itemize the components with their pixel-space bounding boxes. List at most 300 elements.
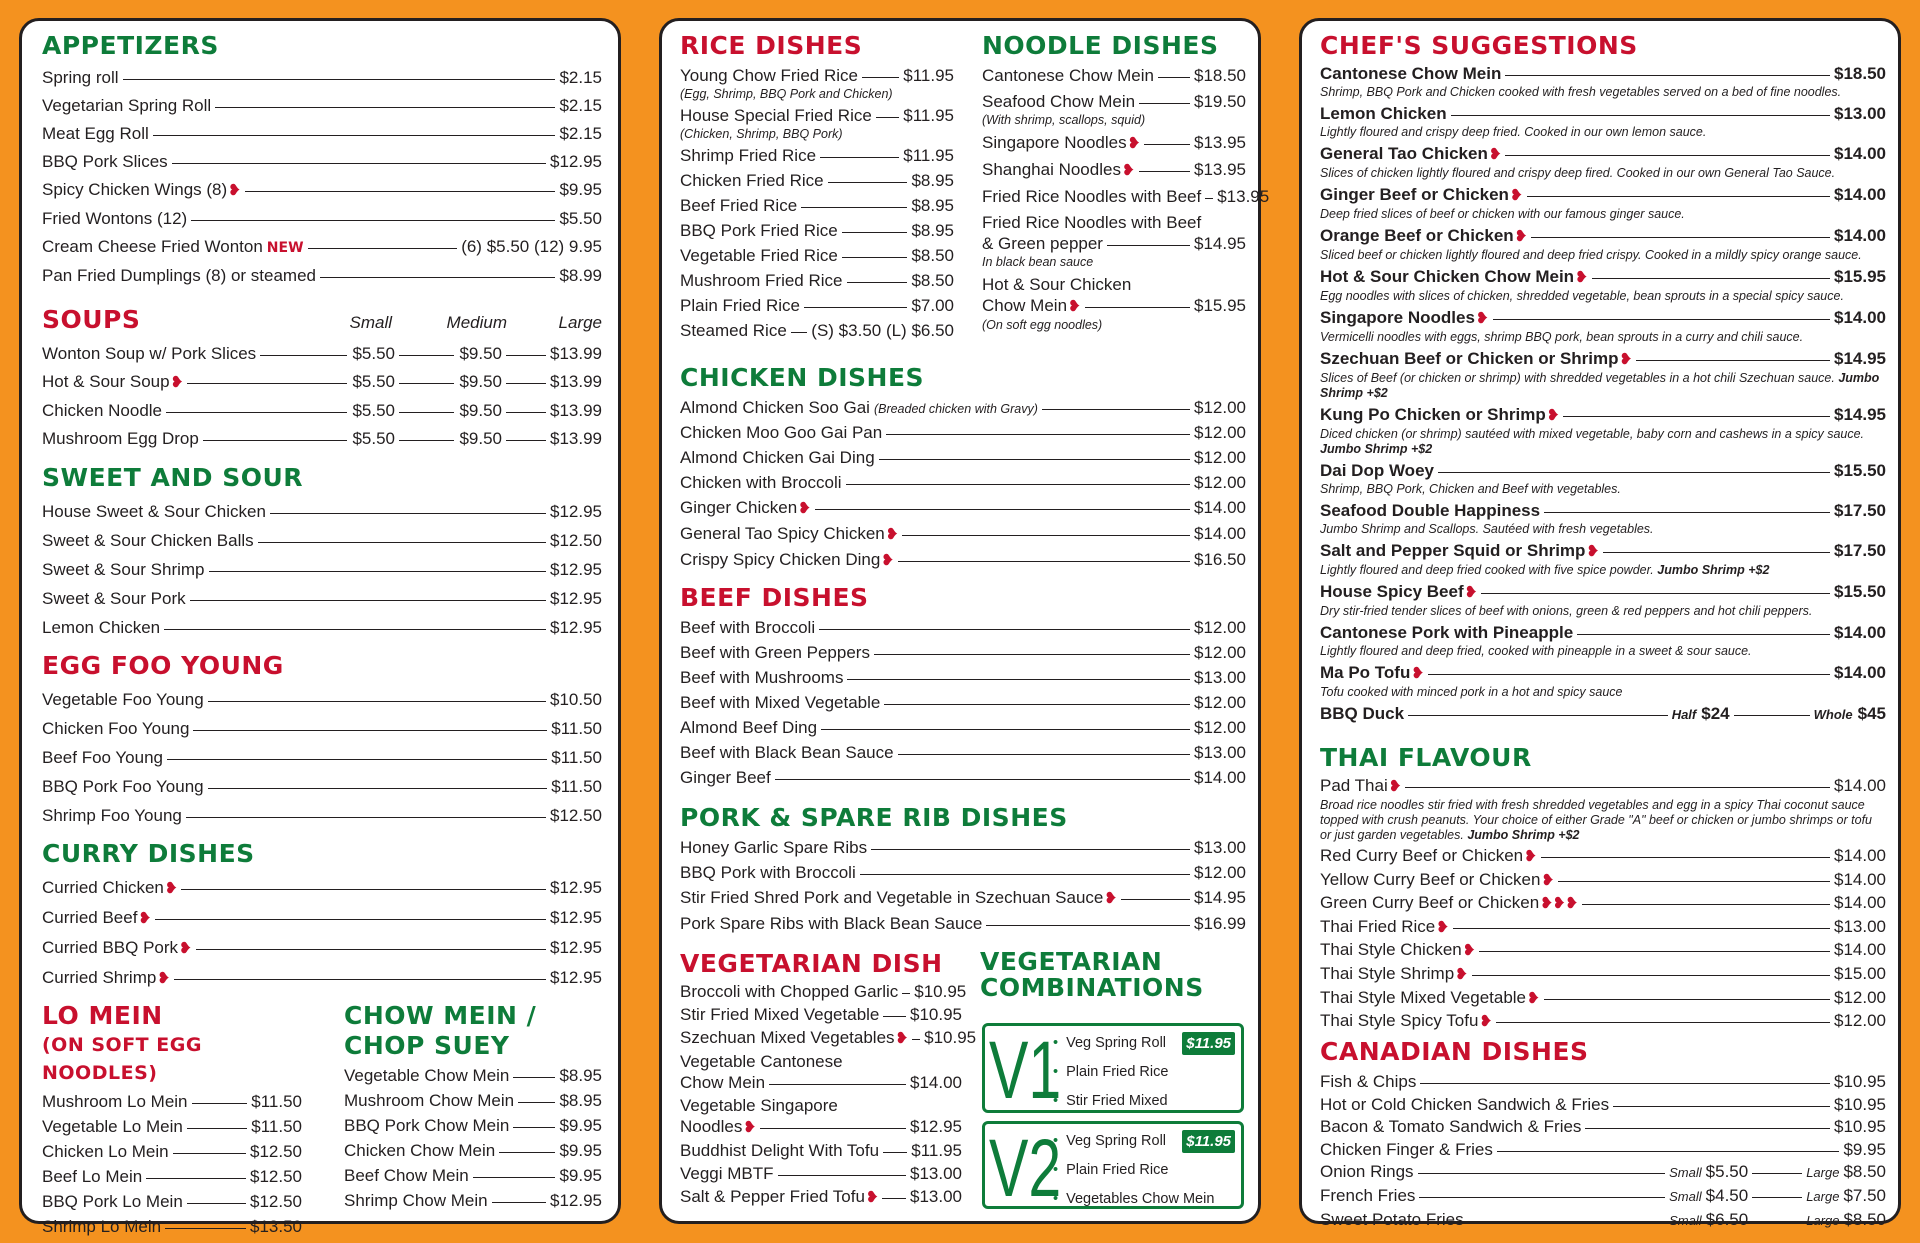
menu-item: [680, 105, 954, 127]
menu-item-price: $12.50: [550, 531, 602, 550]
menu-item-name: Shrimp Lo Mein: [42, 1217, 162, 1236]
chefs-list: [1320, 63, 1886, 700]
menu-item-price: $10.95: [910, 1005, 962, 1024]
lo-mein-subtitle: (ON SOFT EGG NOODLES): [42, 1034, 202, 1084]
menu-item-price: $14.00: [1834, 623, 1886, 642]
leader-dots: [399, 355, 454, 356]
leader-dots: [187, 1128, 247, 1129]
leader-dots: [518, 1102, 555, 1103]
leader-dots: [884, 704, 1190, 705]
leader-dots: [165, 1228, 246, 1229]
menu-item-name: Fish & Chips: [1320, 1072, 1417, 1091]
leader-dots: [898, 754, 1190, 755]
menu-item: [680, 65, 954, 87]
menu-item-name: Fried Rice Noodles with Beef: [982, 213, 1202, 232]
menu-item-price: $8.95: [911, 221, 954, 240]
price-small: $5.50: [352, 401, 395, 420]
menu-item-price: $11.95: [903, 66, 954, 85]
leader-dots: [1585, 1128, 1830, 1129]
menu-item: [1320, 103, 1886, 125]
leader-dots: [153, 135, 556, 136]
menu-item-name: Bacon & Tomato Sandwich & Fries: [1320, 1117, 1582, 1137]
chili-icon: ❥: [1455, 965, 1468, 983]
menu-item: [680, 1072, 962, 1094]
leader-dots: [804, 307, 907, 308]
menu-item-price: $12.00: [1194, 618, 1246, 637]
menu-item-note: [1320, 427, 1886, 457]
menu-item: [1320, 348, 1886, 371]
menu-item-price: $12.00: [1834, 987, 1886, 1007]
leader-dots: [1582, 904, 1830, 905]
menu-item-price: $8.95: [559, 1091, 602, 1110]
leader-dots: [902, 535, 1190, 536]
menu-item-name: Mushroom Chow Mein: [344, 1091, 515, 1110]
chicken-title: CHICKEN DISHES: [680, 363, 925, 392]
leader-dots: [1472, 975, 1830, 976]
price-small: $5.50: [352, 372, 395, 391]
menu-item-name: Shrimp Fried Rice: [680, 146, 817, 165]
leader-dots: [847, 282, 908, 283]
menu-item-name: Shrimp Foo Young: [42, 806, 182, 825]
leader-dots: [1121, 899, 1190, 900]
leader-dots: [842, 257, 908, 258]
menu-item-price: $2.15: [559, 124, 602, 143]
menu-item-price: $5.50: [559, 209, 602, 228]
menu-item-name: Kung Po Chicken or Shrimp: [1320, 405, 1546, 424]
leader-dots: [1205, 198, 1213, 199]
menu-item-name: House Sweet & Sour Chicken: [42, 502, 266, 521]
menu-item-name: Orange Beef or Chicken: [1320, 226, 1514, 245]
leader-dots: [862, 77, 899, 78]
pad-thai-name: Pad Thai: [1320, 776, 1388, 795]
menu-item-note: [1320, 685, 1886, 700]
menu-item-name: Young Chow Fried Rice: [680, 66, 858, 85]
chili-icon: ❥: [1068, 298, 1081, 315]
leader-dots: [883, 1016, 906, 1017]
note-bold: Jumbo Shrimp +$2: [1657, 563, 1770, 577]
menu-item-price: $8.99: [559, 266, 602, 285]
note-text: Sliced beef or chicken lightly floured and deep fried crispy. Cooked in a mildly spicy orange sauce.: [1320, 248, 1862, 262]
beef-list: [680, 617, 1246, 792]
menu-item-name: BBQ Pork Chow Mein: [344, 1116, 510, 1135]
menu-item-name: Beef with Black Bean Sauce: [680, 743, 894, 762]
menu-item-name: Chicken Chow Mein: [344, 1141, 496, 1160]
bbq-duck-whole-label: Whole: [1813, 707, 1853, 722]
vegetarian-section: [680, 949, 977, 1210]
menu-item-price: $13.00: [1194, 668, 1246, 687]
menu-item: [982, 233, 1246, 255]
leader-dots: [1505, 75, 1830, 76]
chili-icon: ❥: [228, 182, 241, 199]
leader-dots: [1496, 1022, 1830, 1023]
leader-dots: [1544, 999, 1830, 1000]
menu-item: [1320, 845, 1886, 869]
menu-item-name: Vegetable Foo Young: [42, 690, 204, 709]
chefs-section: [1320, 31, 1886, 726]
menu-item-price: $12.50: [550, 806, 602, 825]
menu-item-price: $12.00: [1834, 1011, 1886, 1031]
appetizers-title: APPETIZERS: [42, 31, 219, 60]
menu-item: [1320, 404, 1886, 427]
menu-item-name: Chicken Finger & Fries: [1320, 1139, 1493, 1159]
leader-dots: [902, 993, 910, 994]
leader-dots: [1042, 409, 1190, 410]
menu-item: [680, 170, 954, 192]
menu-item-price: $14.00: [1834, 940, 1886, 960]
menu-item: [1320, 307, 1886, 330]
combo-v2-code: V2: [989, 1123, 1062, 1214]
menu-item: [42, 617, 602, 639]
leader-dots: [506, 412, 546, 413]
menu-item: [680, 472, 1246, 494]
bbq-duck-half-label: Half: [1671, 707, 1697, 722]
leader-dots: [1479, 951, 1830, 952]
leader-dots: [1563, 416, 1830, 417]
menu-item-price: $12.95: [550, 878, 602, 897]
combo-v1-code: V1: [989, 1025, 1062, 1116]
menu-item: [1320, 460, 1886, 482]
menu-item: [344, 1140, 602, 1162]
bbq-duck-half-price: $24: [1701, 704, 1730, 723]
chili-icon: ❥: [1575, 269, 1588, 286]
note-text: (Egg, Shrimp, BBQ Pork and Chicken): [680, 87, 893, 101]
menu-item-name: Cream Cheese Fried Wonton: [42, 237, 263, 256]
large-label: Large: [1806, 1165, 1840, 1181]
menu-item-name: Thai Style Chicken: [1320, 940, 1462, 960]
leader-dots: [1453, 928, 1830, 929]
menu-item: [42, 805, 602, 827]
leader-dots: [821, 729, 1190, 730]
leader-dots: [1428, 674, 1830, 675]
menu-item: [680, 320, 954, 342]
chili-icon: ❥: [1121, 162, 1135, 179]
menu-item-price: $12.50: [250, 1192, 302, 1211]
leader-dots: [399, 383, 454, 384]
leader-dots: [1420, 1083, 1830, 1084]
menu-item-name: Sweet & Sour Shrimp: [42, 560, 205, 579]
leader-dots: [760, 1128, 906, 1129]
menu-item: [1320, 662, 1886, 685]
leader-dots: [155, 919, 546, 920]
menu-item: [1320, 916, 1886, 940]
menu-item-name: Mushroom Lo Mein: [42, 1092, 188, 1111]
menu-item-name: Fried Rice Noodles with Beef: [982, 187, 1202, 206]
menu-item-name: Almond Beef Ding: [680, 718, 818, 737]
menu-item-name: Beef Chow Mein: [344, 1166, 469, 1185]
chili-icon: ❥: [1464, 584, 1478, 601]
appetizers-list: [42, 67, 602, 293]
menu-item-price: $11.95: [903, 146, 954, 165]
leader-dots: [187, 383, 347, 384]
menu-item-name: Wonton Soup w/ Pork Slices: [42, 344, 257, 363]
menu-item-price: $11.50: [251, 1117, 302, 1136]
chow-mein-section: [344, 1001, 602, 1215]
lo-mein-title: LO MEIN: [42, 1001, 163, 1030]
menu-item-name: Cantonese Chow Mein: [1320, 64, 1502, 83]
chili-icon: ❥: [1462, 942, 1476, 960]
menu-item-price: $13.00: [1194, 838, 1246, 857]
leader-dots: [308, 248, 458, 249]
noodle-title: NOODLE DISHES: [982, 31, 1219, 60]
leader-dots: [801, 207, 907, 208]
menu-item: [680, 549, 1246, 572]
menu-item-name: Meat Egg Roll: [42, 124, 149, 143]
leader-dots: [820, 157, 899, 158]
menu-item-price: $18.50: [1194, 66, 1246, 85]
menu-item-name: Szechuan Mixed Vegetables: [680, 1028, 895, 1047]
menu-item: [680, 617, 1246, 639]
menu-item: [680, 667, 1246, 689]
bbq-duck-whole-price: $45: [1857, 704, 1886, 723]
leader-dots: [860, 874, 1190, 875]
menu-item-price: $9.95: [559, 180, 602, 199]
menu-item-price: $9.95: [559, 1116, 602, 1135]
menu-item: [680, 837, 1246, 859]
note-bold: Jumbo Shrimp +$2: [1320, 442, 1433, 456]
new-badge: NEW: [266, 240, 304, 256]
chili-icon: ❥: [881, 552, 894, 569]
menu-item-price: $12.00: [1194, 423, 1246, 442]
sweet-sour-list: [42, 501, 602, 646]
menu-item-price: $11.50: [251, 1092, 302, 1111]
menu-item-price: $14.00: [1834, 144, 1886, 163]
leader-dots: [986, 925, 1190, 926]
combo-v1-item: • Veg Spring Roll: [1053, 1029, 1241, 1058]
menu-item-price: $14.00: [1834, 846, 1886, 865]
chili-icon: ❥: [743, 1119, 756, 1136]
leader-dots: [506, 383, 546, 384]
menu-item: [680, 887, 1246, 910]
large-label: Large: [1806, 1188, 1840, 1204]
menu-item-name: Beef with Mushrooms: [680, 668, 844, 687]
menu-item-name: Beef with Broccoli: [680, 618, 816, 637]
menu-item-name: Chicken Lo Mein: [42, 1142, 169, 1161]
leader-dots: [1531, 237, 1830, 238]
leader-dots: [166, 412, 347, 413]
menu-item: [42, 588, 602, 610]
menu-item-price: $12.95: [550, 152, 602, 171]
note-text: Shrimp, BBQ Pork, Chicken and Beef with vegetables.: [1320, 482, 1621, 496]
menu-item: [42, 501, 602, 523]
menu-item-price: $11.50: [551, 777, 602, 796]
menu-item-name: Honey Garlic Spare Ribs: [680, 838, 868, 857]
chili-icon: ❥: [138, 910, 152, 927]
menu-item-name: Beef Lo Mein: [42, 1167, 143, 1186]
leader-dots: [1468, 1221, 1666, 1222]
leader-dots: [260, 355, 347, 356]
leader-dots: [167, 759, 547, 760]
leader-dots: [1527, 196, 1830, 197]
menu-item: [42, 967, 602, 990]
menu-item-price: $17.50: [1834, 541, 1886, 560]
menu-item: [42, 1116, 302, 1138]
menu-item-note: [1320, 563, 1886, 578]
menu-item-name: Lemon Chicken: [1320, 104, 1447, 123]
menu-item-name: General Tao Chicken: [1320, 144, 1488, 163]
menu-item-price: $14.95: [1834, 405, 1886, 424]
menu-item-note: [680, 87, 954, 102]
note-text: Vermicelli noodles with eggs, shrimp BBQ pork, bean sprouts in a curry and chili sauce.: [1320, 330, 1804, 344]
menu-item-name: Stir Fried Mixed Vegetable: [680, 1005, 880, 1024]
menu-item-name: Chicken with Broccoli: [680, 473, 842, 492]
menu-item-name: Salt & Pepper Fried Tofu: [680, 1187, 865, 1206]
chicken-list: [680, 397, 1246, 575]
leader-dots: [191, 220, 555, 221]
combo-v1[interactable]: [982, 1023, 1244, 1116]
menu-item: [1320, 622, 1886, 644]
menu-item-price: $9.95: [559, 1141, 602, 1160]
menu-item-note: [982, 318, 1246, 333]
menu-item-name: Ma Po Tofu: [1320, 663, 1411, 682]
menu-item-price: $13.00: [1834, 104, 1886, 123]
menu-item: [42, 1141, 302, 1163]
menu-item: [1320, 1185, 1886, 1209]
price-small: $5.50: [1705, 1162, 1749, 1182]
menu-item-name: Ginger Beef or Chicken: [1320, 185, 1509, 204]
chili-icon: ❥: [1541, 871, 1555, 889]
menu-item-name: Thai Style Mixed Vegetable: [1320, 987, 1527, 1007]
leader-dots: [883, 1152, 907, 1153]
combo-v2-item: • Vegetables Chow Mein: [1053, 1185, 1214, 1214]
leader-dots: [506, 355, 546, 356]
menu-item-price: $14.00: [1834, 308, 1886, 327]
menu-item-note: [1320, 371, 1886, 401]
leader-dots: [1451, 115, 1830, 116]
thai-section: [1320, 743, 1886, 1034]
leader-dots: [208, 701, 546, 702]
price-medium: $9.50: [459, 429, 502, 448]
leader-dots: [1418, 1173, 1666, 1174]
chop-suey-title: CHOP SUEY: [344, 1031, 510, 1060]
menu-item: [680, 220, 954, 242]
chili-icon: ❥❥❥: [1540, 895, 1578, 913]
menu-item: [42, 907, 602, 930]
menu-item-price: $9.95: [1843, 1139, 1886, 1159]
menu-item-price: $13.00: [1834, 916, 1886, 936]
menu-item-price: $8.95: [911, 171, 954, 190]
menu-item: [1320, 1161, 1886, 1185]
menu-item-name: Crispy Spicy Chicken Ding: [680, 550, 881, 569]
soup-size-medium: Medium: [446, 313, 507, 332]
menu-item-price: $14.00: [1834, 185, 1886, 204]
menu-item: [42, 877, 602, 900]
menu-item-note: [1320, 248, 1886, 263]
menu-item-price: $12.50: [250, 1167, 302, 1186]
price-large: $13.99: [550, 372, 602, 391]
leader-dots: [193, 730, 547, 731]
price-small: $5.50: [352, 429, 395, 448]
canadian-list: [1320, 1071, 1886, 1232]
menu-item-name: Mushroom Egg Drop: [42, 429, 199, 448]
leader-dots: [499, 1152, 555, 1153]
menu-item-name: Chow Mein: [680, 1073, 766, 1092]
menu-item-price: $14.00: [1834, 226, 1886, 245]
menu-item: [680, 497, 1246, 520]
price-large: $13.99: [550, 401, 602, 420]
menu-item: [1320, 581, 1886, 604]
sweet-sour-section: [42, 463, 602, 646]
thai-title: THAI FLAVOUR: [1320, 743, 1532, 772]
menu-item: [680, 1116, 962, 1139]
menu-item-name: Onion Rings: [1320, 1162, 1414, 1182]
menu-item-name: Singapore Noodles: [982, 133, 1127, 152]
menu-item-price: $12.00: [1194, 643, 1246, 662]
menu-item: [42, 1216, 302, 1238]
menu-item: [982, 65, 1246, 87]
menu-item: [680, 422, 1246, 444]
leader-dots: [492, 1202, 546, 1203]
leader-dots: [815, 509, 1190, 510]
menu-item-price: $12.95: [550, 502, 602, 521]
leader-dots: [1558, 881, 1830, 882]
soups-title: SOUPS: [42, 305, 141, 334]
leader-dots: [775, 779, 1190, 780]
chow-mein-title: CHOW MEIN /: [344, 1001, 537, 1030]
leader-dots: [123, 79, 556, 80]
menu-item-name: Green Curry Beef or Chicken: [1320, 893, 1540, 913]
curry-section: [42, 839, 602, 997]
menu-item-name: Beef with Green Peppers: [680, 643, 870, 662]
menu-item-name: Pork Spare Ribs with Black Bean Sauce: [680, 914, 983, 933]
menu-item-price: $2.15: [559, 96, 602, 115]
menu-item-name: Pan Fried Dumplings (8) or steamed: [42, 266, 317, 285]
canadian-title: CANADIAN DISHES: [1320, 1037, 1589, 1066]
small-label: Small: [1669, 1212, 1702, 1228]
leader-dots: [886, 434, 1190, 435]
menu-item: [680, 145, 954, 167]
menu-item-price: $15.95: [1194, 296, 1246, 315]
combo-v1-price: $11.95: [1182, 1032, 1235, 1055]
menu-item-name: Chicken Fried Rice: [680, 171, 824, 190]
egg-foo-young-section: [42, 651, 602, 834]
chili-icon: ❥: [865, 1189, 879, 1206]
menu-item: [1320, 63, 1886, 85]
menu-item-price: $8.50: [911, 271, 954, 290]
note-text: Deep fried slices of beef or chicken with our famous ginger sauce.: [1320, 207, 1685, 221]
menu-item-name: Curried BBQ Pork: [42, 938, 179, 957]
note-text: Lightly floured and deep fried, cooked with pineapple in a sweet & sour sauce.: [1320, 644, 1752, 658]
leader-dots: [146, 1178, 246, 1179]
pork-list: [680, 837, 1246, 938]
combo-v1-item: • Stir Fried Mixed: [1053, 1087, 1241, 1145]
leader-dots: [1603, 552, 1830, 553]
menu-item: [1320, 143, 1886, 166]
menu-item: [42, 747, 602, 769]
leader-dots: [871, 849, 1190, 850]
price-large: $8.50: [1843, 1162, 1886, 1182]
price-large: $13.99: [550, 429, 602, 448]
menu-item: [1320, 500, 1886, 522]
soups-list: [42, 343, 602, 450]
vegetarian-list: [680, 981, 977, 1210]
chili-icon: ❥: [1104, 890, 1117, 907]
menu-item-price: $11.50: [551, 748, 602, 767]
leader-dots: [172, 163, 546, 164]
menu-item-price: $12.95: [550, 908, 602, 927]
menu-item: [982, 132, 1246, 155]
menu-item-note: [1320, 125, 1886, 140]
menu-item-price: $14.00: [1194, 524, 1246, 543]
menu-item-price: $14.00: [910, 1073, 962, 1092]
menu-panel-left: [19, 18, 621, 1236]
soups-section: [42, 305, 602, 456]
menu-item-price: $13.50: [250, 1217, 302, 1236]
chili-icon: ❥: [1546, 407, 1560, 424]
rice-list: [680, 65, 954, 345]
combo-v2[interactable]: [982, 1121, 1244, 1214]
menu-item-price: $10.50: [550, 690, 602, 709]
menu-item: [344, 1090, 602, 1112]
